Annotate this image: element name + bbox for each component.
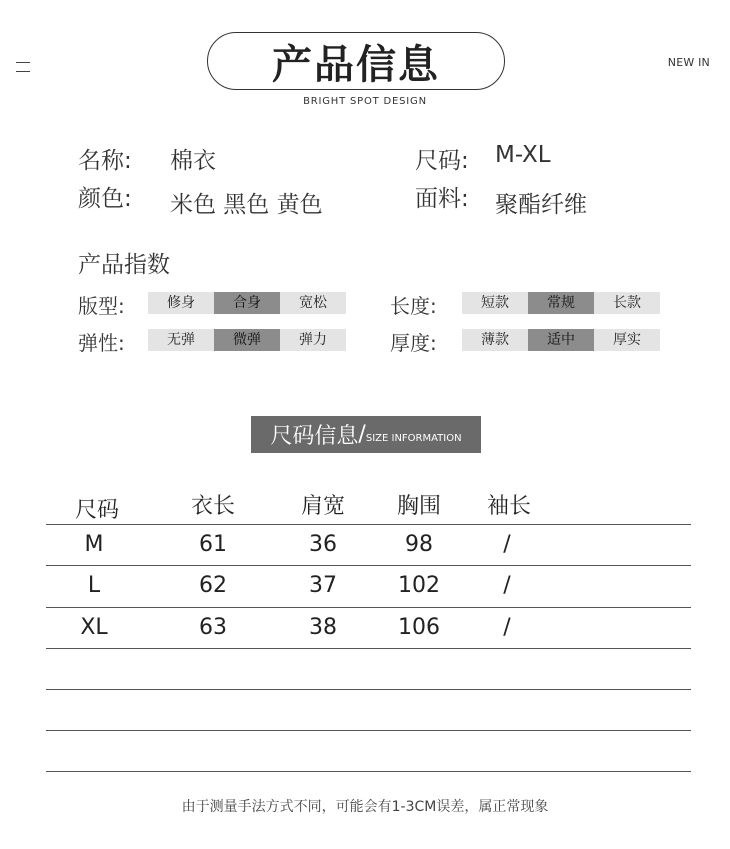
table-cell: 37 [309,573,337,598]
table-cell: XL [80,615,108,640]
elasticity-option-stretch: 弹力 [280,329,346,351]
color-value: 米色 黑色 黄色 [170,192,323,218]
fit-scale [148,292,346,314]
table-cell: 98 [405,532,433,557]
size-info-slash: / [358,422,366,447]
fabric-value: 聚酯纤维 [495,192,587,218]
length-option-regular: 常规 [528,292,594,314]
length-option-short: 短款 [462,292,528,314]
col-header-chest: 胸围 [396,494,441,519]
fit-option-regular: 合身 [214,292,280,314]
elasticity-option-slight: 微弹 [214,329,280,351]
elasticity-scale [148,329,346,351]
fit-label: 版型: [78,294,125,318]
table-divider [46,524,691,525]
fit-option-loose: 宽松 [280,292,346,314]
thickness-option-thin: 薄款 [462,329,528,351]
elasticity-option-none: 无弹 [148,329,214,351]
table-cell: L [87,573,101,598]
table-cell: / [503,615,511,640]
thickness-label: 厚度: [390,331,437,355]
size-info-title: 尺码信息 [270,424,359,449]
col-header-size: 尺码 [74,498,119,523]
table-cell: 61 [199,532,227,557]
table-cell: 106 [398,615,440,640]
length-label: 长度: [390,294,437,318]
thickness-option-thick: 厚实 [594,329,660,351]
table-cell: 63 [199,615,227,640]
table-divider [46,648,691,649]
size-info-banner [251,416,481,453]
col-header-sleeve: 袖长 [486,494,531,519]
brand-subtitle: BRIGHT SPOT DESIGN [303,96,427,107]
table-divider [46,730,691,731]
table-divider [46,689,691,690]
color-label: 颜色: [78,186,132,212]
col-header-shoulder: 肩宽 [300,494,345,519]
table-cell: M [84,532,104,557]
table-cell: 102 [398,573,440,598]
length-scale [462,292,660,314]
thickness-scale [462,329,660,351]
index-heading: 产品指数 [78,252,170,278]
size-label: 尺码: [415,148,469,174]
thickness-option-medium: 适中 [528,329,594,351]
measurement-note: 由于测量手法方式不同，可能会有1-3CM误差，属正常现象 [181,799,549,815]
menu-icon[interactable] [16,62,30,73]
table-divider [46,565,691,566]
page-title: 产品信息 [272,40,440,88]
table-cell: / [503,573,511,598]
fabric-label: 面料: [415,186,469,212]
title-badge [207,32,505,90]
table-divider [46,607,691,608]
new-in-label: NEW IN [667,56,710,69]
size-info-subtitle: SIZE INFORMATION [365,433,462,444]
length-option-long: 长款 [594,292,660,314]
table-divider [46,771,691,772]
table-cell: 36 [309,532,337,557]
table-cell: 62 [199,573,227,598]
name-value: 棉衣 [170,148,216,174]
col-header-length: 衣长 [190,494,235,519]
fit-option-slim: 修身 [148,292,214,314]
table-cell: / [503,532,511,557]
table-cell: 38 [309,615,337,640]
name-label: 名称: [78,148,132,174]
elasticity-label: 弹性: [78,331,125,355]
size-value: M-XL [495,142,551,168]
